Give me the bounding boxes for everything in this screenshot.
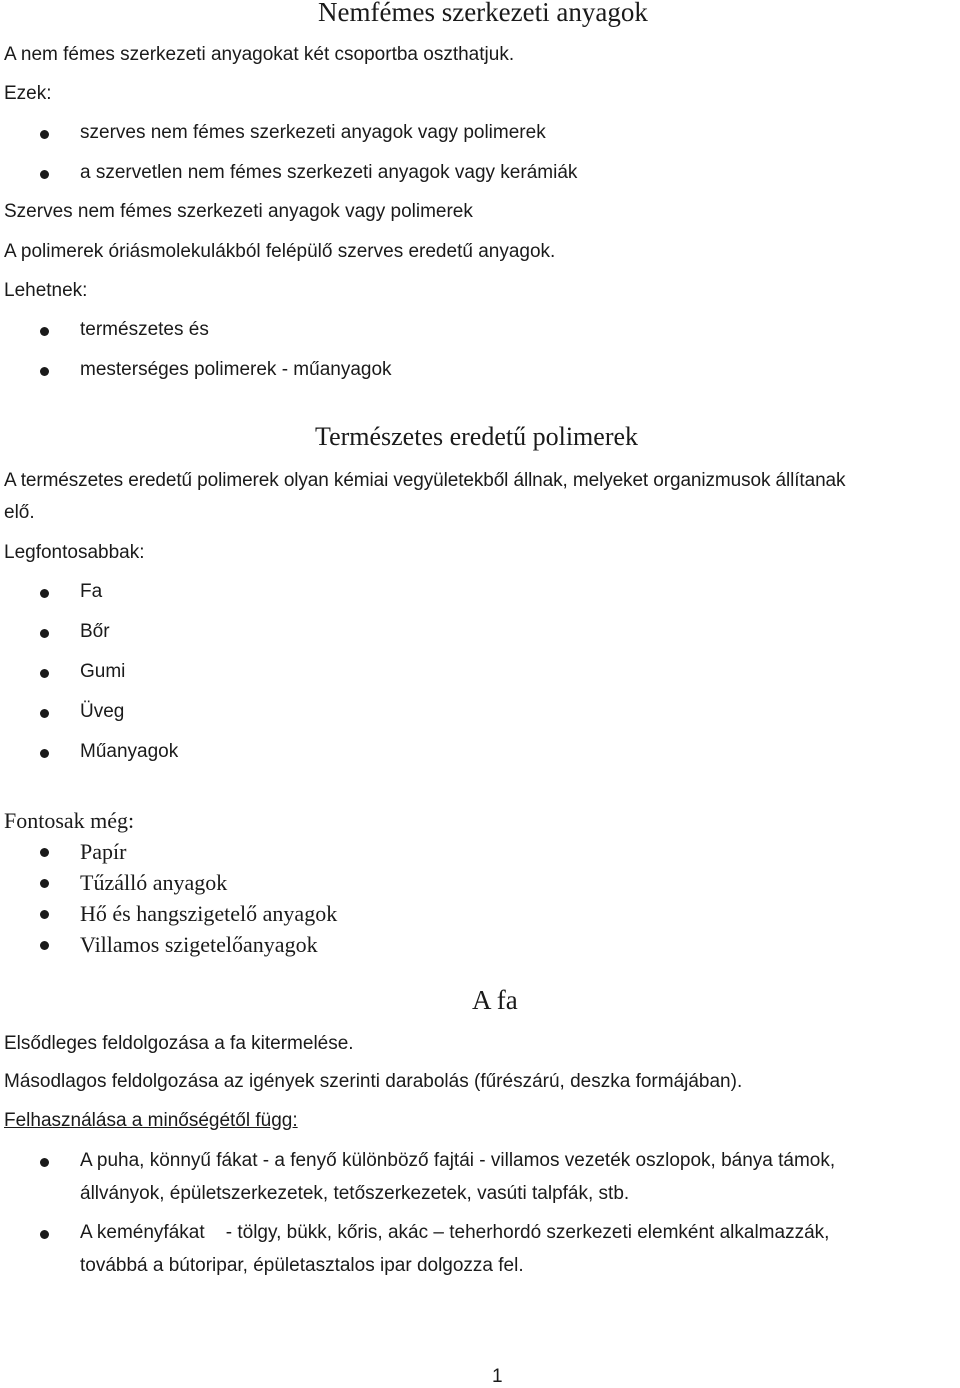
polymer-definition: A polimerek óriásmolekulákból felépülő szerves eredetű anyagok.: [4, 241, 556, 262]
bullet-icon: [40, 327, 49, 336]
bullet-icon: [40, 589, 49, 598]
important-item: Fa: [80, 581, 103, 602]
secondary-processing: Másodlagos feldolgozása az igények szerinti darabolás (fűrészárú, deszka formájában).: [4, 1071, 743, 1092]
natural-definition-line2: elő.: [4, 502, 35, 523]
lehetnek-label: Lehetnek:: [4, 280, 88, 301]
bullet-icon: [40, 941, 49, 950]
important-item: Bőr: [80, 621, 110, 642]
bullet-icon: [40, 170, 49, 179]
important-item: Gumi: [80, 661, 126, 682]
usage-item-line1: A keményfákat - tölgy, bükk, kőris, akác – teherhordó szerkezeti elemként alkalmazzák,: [80, 1222, 830, 1243]
bullet-icon: [40, 910, 49, 919]
bullet-icon: [40, 709, 49, 718]
wood-heading: A fa: [472, 985, 518, 1015]
legfontosabbak-label: Legfontosabbak:: [4, 542, 145, 563]
bullet-icon: [40, 848, 49, 857]
bullet-icon: [40, 879, 49, 888]
usage-label: Felhasználása a minőségétől függ:: [4, 1110, 298, 1131]
usage-item-line2: állványok, épületszerkezetek, tetőszerkezetek, vasúti talpfák, stb.: [80, 1183, 630, 1204]
polymer-heading: Szerves nem fémes szerkezeti anyagok vagy polimerek: [4, 201, 473, 222]
bullet-icon: [40, 130, 49, 139]
bullet-icon: [40, 1230, 49, 1239]
bullet-icon: [40, 629, 49, 638]
bullet-icon: [40, 669, 49, 678]
also-important-item: Papír: [80, 839, 127, 864]
bullet-icon: [40, 749, 49, 758]
intro-text: A nem fémes szerkezeti anyagokat két csoportba oszthatjuk.: [4, 44, 515, 65]
primary-processing: Elsődleges feldolgozása a fa kitermelése.: [4, 1033, 354, 1054]
important-item: Műanyagok: [80, 741, 179, 762]
natural-definition-line1: A természetes eredetű polimerek olyan kémiai vegyületekből állnak, melyeket organizmusok állítanak: [4, 470, 846, 491]
bullet-icon: [40, 1158, 49, 1167]
page-number: 1: [492, 1366, 503, 1387]
page-title: Nemfémes szerkezeti anyagok: [318, 0, 648, 27]
group-item: a szervetlen nem fémes szerkezeti anyagok vagy kerámiák: [80, 162, 578, 183]
fontosak-label: Fontosak még:: [4, 808, 135, 833]
natural-polymers-heading: Természetes eredetű polimerek: [315, 422, 639, 451]
group-item: szerves nem fémes szerkezeti anyagok vagy polimerek: [80, 122, 546, 143]
bullet-icon: [40, 367, 49, 376]
important-item: Üveg: [80, 701, 125, 722]
polymer-type-item: természetes és: [80, 319, 209, 340]
also-important-item: Tűzálló anyagok: [80, 870, 228, 895]
also-important-item: Hő és hangszigetelő anyagok: [80, 901, 338, 926]
polymer-type-item: mesterséges polimerek - műanyagok: [80, 359, 392, 380]
usage-item-line1: A puha, könnyű fákat - a fenyő különböző fajtái - villamos vezeték oszlopok, bánya támok,: [80, 1150, 836, 1171]
usage-item-line2: továbbá a bútoripar, épületasztalos ipar dolgozza fel.: [80, 1255, 524, 1276]
also-important-item: Villamos szigetelőanyagok: [80, 932, 318, 957]
ezek-label: Ezek:: [4, 83, 52, 104]
